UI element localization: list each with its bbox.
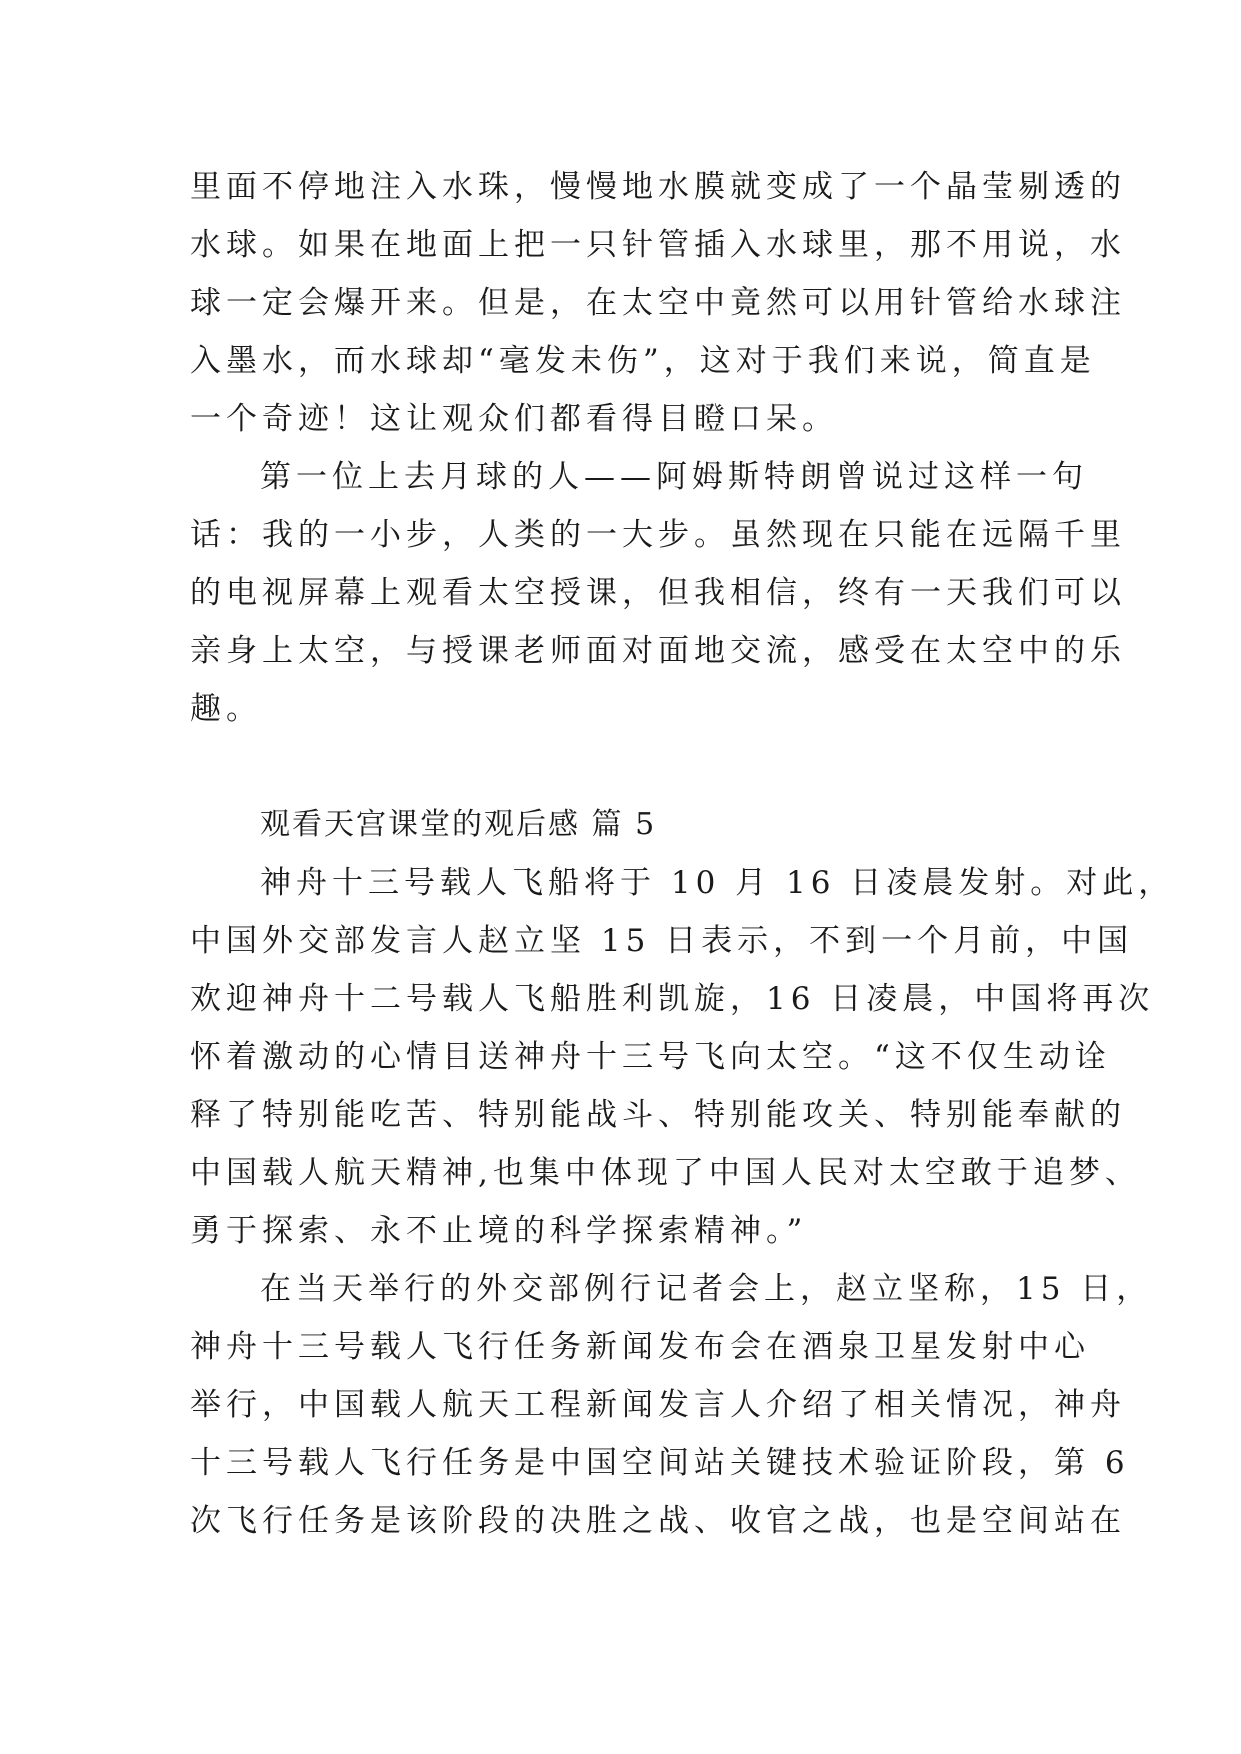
- text-line: 中国载人航天精神,也集中体现了中国人民对太空敢于追梦、: [190, 1155, 1141, 1191]
- paragraph-water-ball: [190, 158, 1126, 448]
- text-line: 在当天举行的外交部例行记者会上，赵立坚称，15 日，: [260, 1271, 1153, 1307]
- text-line: 亲身上太空，与授课老师面对面地交流，感受在太空中的乐: [190, 633, 1126, 669]
- text-line: 第一位上去月球的人——阿姆斯特朗曾说过这样一句: [260, 459, 1088, 495]
- text-line: 水球。如果在地面上把一只针管插入水球里，那不用说，水: [190, 227, 1126, 263]
- section-heading: 观看天宫课堂的观后感 篇 5: [260, 807, 657, 842]
- text-line: 趣。: [190, 691, 262, 727]
- text-line: 神舟十三号载人飞行任务新闻发布会在酒泉卫星发射中心: [190, 1329, 1090, 1365]
- text-line: 球一定会爆开来。但是，在太空中竟然可以用针管给水球注: [190, 285, 1126, 321]
- text-line: 中国外交部发言人赵立坚 15 日表示，不到一个月前，中国: [190, 923, 1134, 959]
- spacer: [190, 738, 1050, 796]
- paragraph-press-conference: [190, 1260, 1153, 1550]
- text-line: 一个奇迹！这让观众们都看得目瞪口呆。: [190, 401, 838, 437]
- text-line: 入墨水，而水球却“毫发未伤”，这对于我们来说，简直是: [190, 343, 1096, 379]
- text-line: 释了特别能吃苦、特别能战斗、特别能攻关、特别能奉献的: [190, 1097, 1126, 1133]
- document-page: [190, 158, 1175, 1550]
- text-line: 里面不停地注入水珠，慢慢地水膜就变成了一个晶莹剔透的: [190, 169, 1126, 205]
- text-line: 话：我的一小步，人类的一大步。虽然现在只能在远隔千里: [190, 517, 1126, 553]
- text-line: 举行，中国载人航天工程新闻发言人介绍了相关情况，神舟: [190, 1387, 1126, 1423]
- text-line: 欢迎神舟十二号载人飞船胜利凯旋，16 日凌晨，中国将再次: [190, 981, 1155, 1017]
- text-line: 神舟十三号载人飞船将于 10 月 16 日凌晨发射。对此，: [260, 865, 1175, 901]
- text-line: 的电视屏幕上观看太空授课，但我相信，终有一天我们可以: [190, 575, 1126, 611]
- paragraph-armstrong: [190, 448, 1126, 738]
- text-line: 勇于探索、永不止境的科学探索精神。”: [190, 1213, 808, 1249]
- text-line: 怀着激动的心情目送神舟十三号飞向太空。“这不仅生动诠: [190, 1039, 1111, 1075]
- text-line: 十三号载人飞行任务是中国空间站关键技术验证阶段，第 6: [190, 1445, 1130, 1481]
- paragraph-shenzhou-launch: [190, 854, 1175, 1260]
- text-line: 次飞行任务是该阶段的决胜之战、收官之战，也是空间站在: [190, 1503, 1126, 1539]
